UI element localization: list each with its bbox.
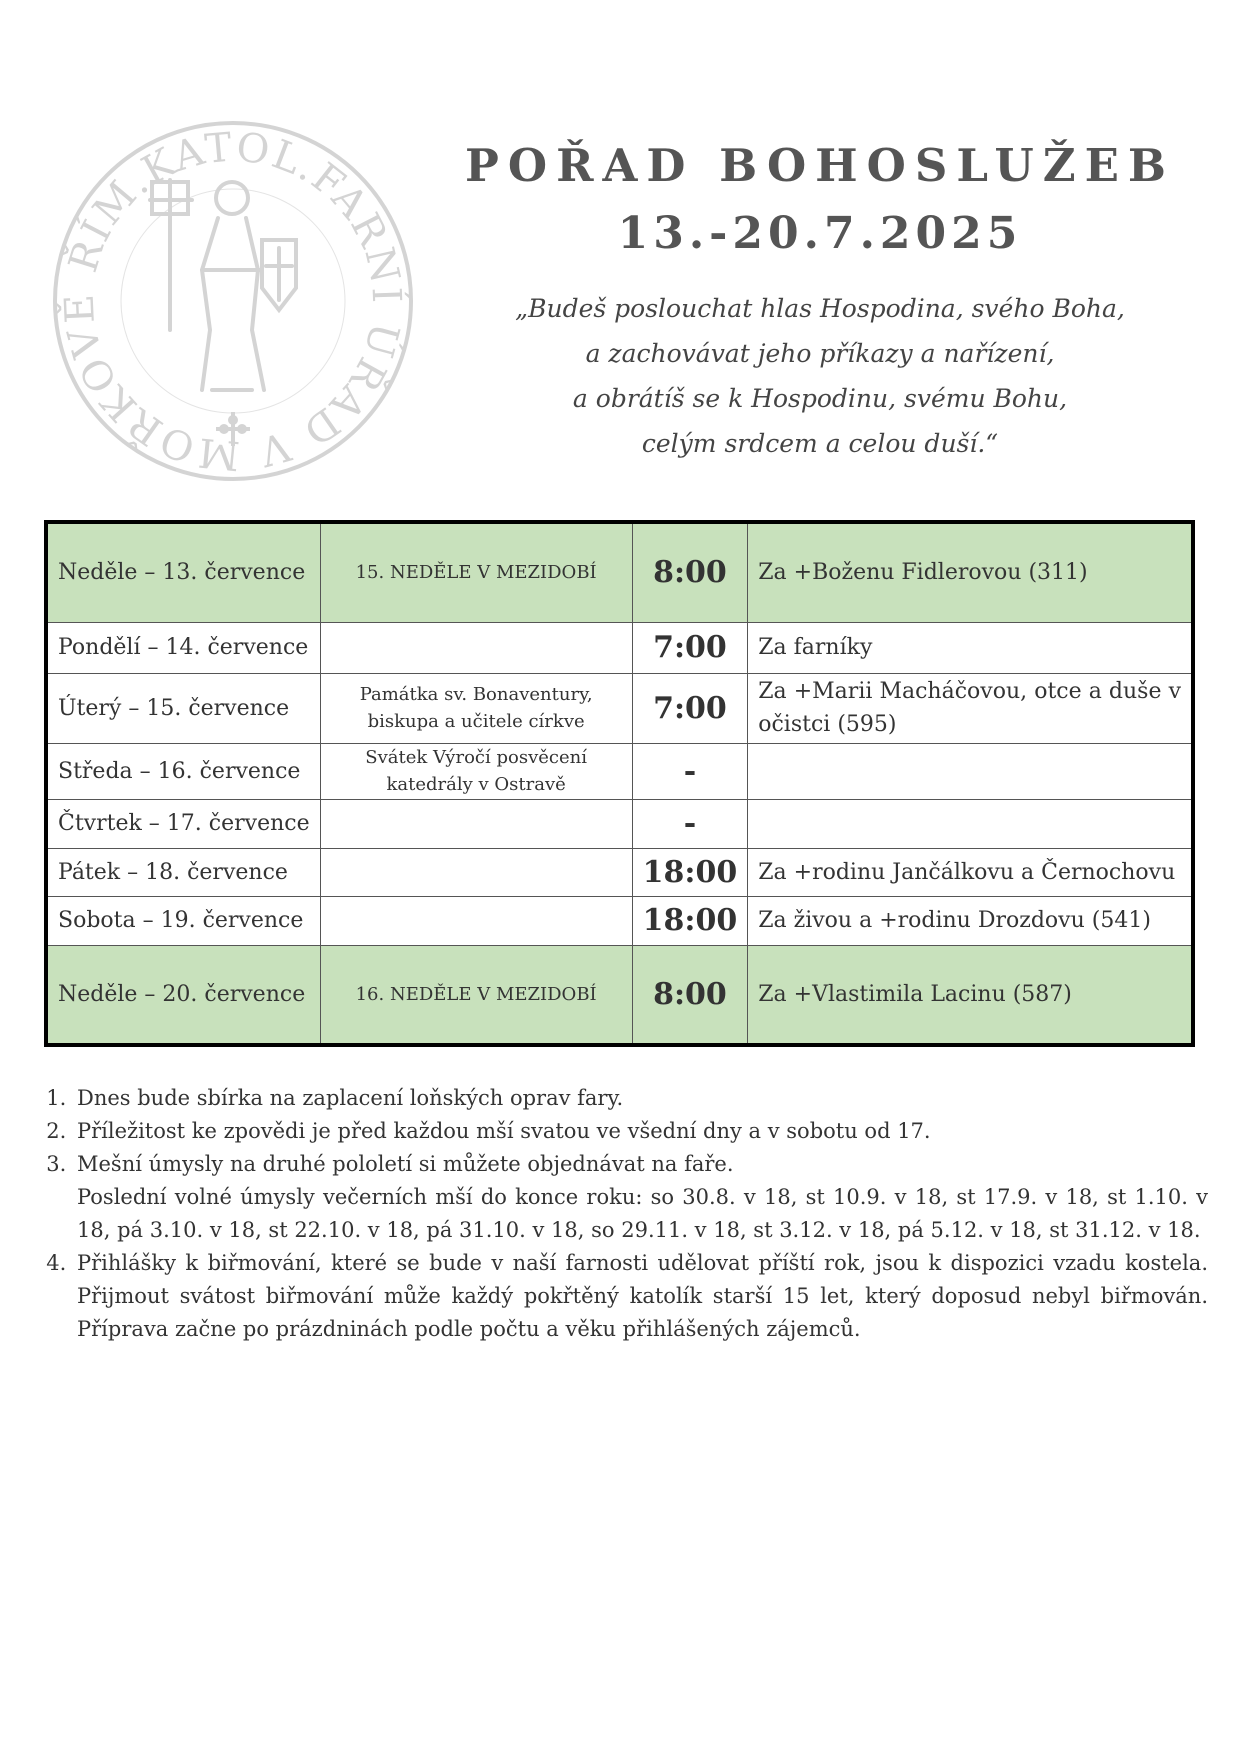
feast-cell (320, 799, 632, 848)
feast-cell: Památka sv. Bonaventury, biskupa a učitele církve (320, 673, 632, 743)
time-cell: 7:00 (632, 673, 748, 743)
announcement-text: Příležitost ke zpovědi je před každou mší svatou ve všední dny a v sobotu od 17. (77, 1119, 931, 1143)
day-cell: Středa – 16. července (46, 743, 320, 799)
schedule-row (46, 622, 1193, 673)
announcement-item (73, 1115, 1208, 1148)
schedule-row (46, 799, 1193, 848)
announcements-list (44, 1082, 1208, 1346)
schedule-row-sunday (46, 945, 1193, 1045)
announcement-text: Přihlášky k biřmování, které se bude v naší farnosti udělovat příští rok, jsou k dispozici vzadu kostela. Přijmout svátost biřmování může každý pokřtěný katolík starší 15 let, který doposud nebyl biřmován. Příprava začne po prázdninách podle počtu a věku přihlášených zájemců. (77, 1251, 1208, 1341)
day-cell: Úterý – 15. července (46, 673, 320, 743)
time-cell: 7:00 (632, 622, 748, 673)
schedule-row (46, 848, 1193, 896)
time-cell: 8:00 (632, 945, 748, 1045)
quote-line: a obrátíš se k Hospodinu, svému Bohu, (572, 384, 1068, 413)
bible-quote (470, 286, 1170, 466)
mass-schedule-table (44, 520, 1195, 1047)
feast-cell (320, 622, 632, 673)
date-range: 13.-20.7.2025 (617, 208, 1023, 259)
announcement-item (73, 1148, 1208, 1247)
intention-cell (748, 799, 1193, 848)
parish-seal (52, 120, 414, 482)
intention-cell: Za +Boženu Fidlerovou (311) (748, 522, 1193, 622)
day-cell: Pátek – 18. července (46, 848, 320, 896)
time-cell: - (632, 743, 748, 799)
schedule-row (46, 896, 1193, 945)
page-title: POŘAD BOHOSLUŽEB (465, 139, 1175, 192)
schedule-row (46, 673, 1193, 743)
quote-line: a zachovávat jeho příkazy a nařízení, (585, 339, 1055, 368)
announcement-item (73, 1247, 1208, 1346)
day-cell: Neděle – 20. července (46, 945, 320, 1045)
day-cell: Pondělí – 14. července (46, 622, 320, 673)
saint-figure-icon (150, 180, 296, 390)
announcement-text: Poslední volné úmysly večerních mší do konce roku: so 30.8. v 18, st 10.9. v 18, st 17.9. v 18, st 1.10. v 18, pá 3.10. v 18, st 22.10. v 18, pá 31.10. v 18, so 29.11. v 18, st 3.12. v 18, pá 5.12. v 18, st 31.12. v 18. (77, 1185, 1208, 1242)
intention-cell (748, 743, 1193, 799)
intention-cell: Za farníky (748, 622, 1193, 673)
quote-line: „Budeš poslouchat hlas Hospodina, svého Boha, (515, 294, 1125, 323)
intention-cell: Za +Marii Macháčovou, otce a duše v očistci (595) (748, 673, 1193, 743)
day-cell: Neděle – 13. července (46, 522, 320, 622)
time-cell: - (632, 799, 748, 848)
day-cell: Sobota – 19. července (46, 896, 320, 945)
day-cell: Čtvrtek – 17. července (46, 799, 320, 848)
announcement-text: 3. Mešní úmysly na druhé pololetí si můžete objednávat na faře. (77, 1152, 734, 1176)
time-cell: 8:00 (632, 522, 748, 622)
feast-cell: Svátek Výročí posvěcení katedrály v Ostravě (320, 743, 632, 799)
schedule-row (46, 743, 1193, 799)
schedule-row-sunday (46, 522, 1193, 622)
quote-line: celým srdcem a celou duší.“ (641, 429, 999, 458)
feast-cell (320, 848, 632, 896)
announcement-text: Dnes bude sbírka na zaplacení loňských oprav fary. (77, 1086, 624, 1110)
feast-cell: 15. NEDĚLE V MEZIDOBÍ (320, 522, 632, 622)
time-cell: 18:00 (632, 896, 748, 945)
intention-cell: Za +rodinu Jančálkovu a Černochovu (748, 848, 1193, 896)
seal-text: ŘÍM.KATOL.FARNÍ ÚŘAD V MOŘKOVĚ (56, 124, 410, 479)
announcement-item (73, 1082, 1208, 1115)
feast-cell: 16. NEDĚLE V MEZIDOBÍ (320, 945, 632, 1045)
time-cell: 18:00 (632, 848, 748, 896)
intention-cell: Za +Vlastimila Lacinu (587) (748, 945, 1193, 1045)
intention-cell: Za živou a +rodinu Drozdovu (541) (748, 896, 1193, 945)
feast-cell (320, 896, 632, 945)
